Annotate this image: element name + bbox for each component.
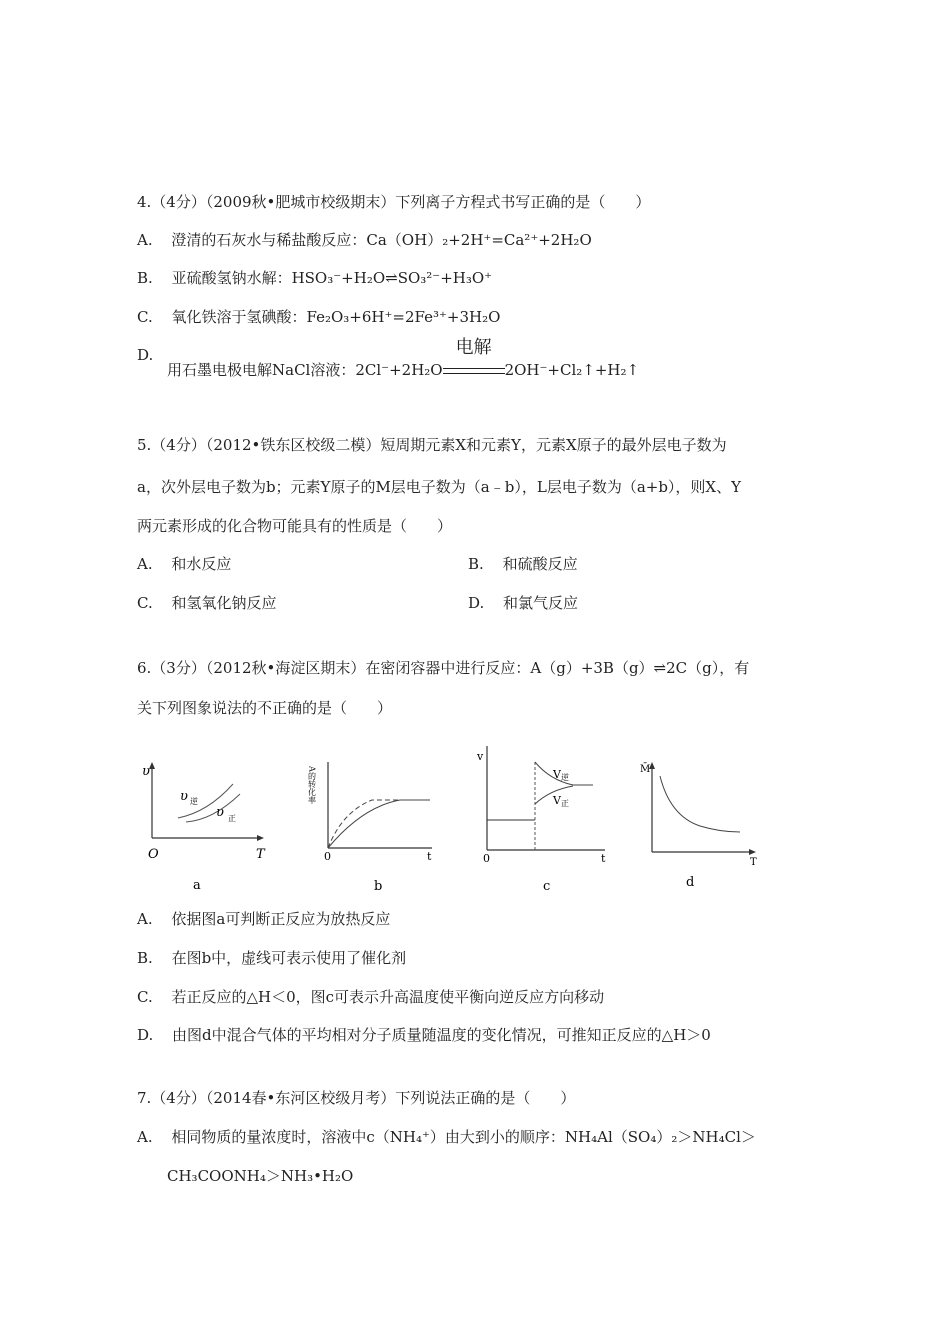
figure-c-x-label: t xyxy=(601,852,606,865)
q5-option-d[interactable] xyxy=(468,593,578,613)
option-text-post: 2OH⁻+Cl₂↑+H₂↑ xyxy=(504,361,640,379)
figure-d xyxy=(640,758,770,898)
q6-option-c[interactable] xyxy=(137,987,604,1007)
figure-a-origin: O xyxy=(148,847,159,862)
option-text: 和氯气反应 xyxy=(503,594,579,612)
figure-d-y-label: M̄ xyxy=(640,764,651,775)
figure-b-caption: b xyxy=(374,879,383,894)
option-letter: D. xyxy=(137,1026,154,1044)
option-text: 由图d中混合气体的平均相对分子质量随温度的变化情况，可推知正反应的△H＞0 xyxy=(172,1026,711,1044)
figure-a-curve1-sub: 逆 xyxy=(190,797,198,806)
figure-d-x-label: T xyxy=(750,857,757,868)
option-text: 和水反应 xyxy=(171,555,232,573)
figure-d-curve xyxy=(660,776,740,832)
figure-c-upper-label: V xyxy=(553,768,561,781)
q5-stem-line1: 5.（4分）（2012•铁东区校级二模）短周期元素X和元素Y，元素X原子的最外层电子数为 xyxy=(137,436,727,454)
option-letter: A. xyxy=(137,231,153,249)
option-letter: A. xyxy=(137,910,153,928)
q6-stem-line1: 6.（3分）（2012秋•海淀区期末）在密闭容器中进行反应：A（g）+3B（g）⇌2C（g），有 xyxy=(137,659,750,677)
figure-c-y-label: v xyxy=(477,750,484,763)
option-text: 若正反应的△H＜0，图c可表示升高温度使平衡向逆反应方向移动 xyxy=(171,988,605,1006)
q4-option-a[interactable] xyxy=(137,230,592,250)
figure-a-curve2-sub: 正 xyxy=(228,814,236,823)
figure-b-y-label: A的转化率 xyxy=(307,766,317,804)
figure-a xyxy=(138,760,278,900)
figure-b-dashed-curve xyxy=(328,800,430,848)
electrolysis-condition: 电解 xyxy=(455,337,492,358)
figure-c-upper-sub: 逆 xyxy=(561,773,569,782)
q4-option-b[interactable] xyxy=(137,268,492,288)
option-text: 亚硫酸氢钠水解：HSO₃⁻+H₂O⇌SO₃²⁻+H₃O⁺ xyxy=(171,269,493,287)
q4-option-c[interactable] xyxy=(137,307,500,327)
option-text-line1: 相同物质的量浓度时，溶液中c（NH₄⁺）由大到小的顺序：NH₄Al（SO₄）₂＞NH₄Cl＞ xyxy=(171,1128,756,1146)
option-letter: A. xyxy=(137,1128,153,1146)
q7-option-a-line2: CH₃COONH₄＞NH₃•H₂O xyxy=(167,1167,354,1185)
q4-stem: 4.（4分）（2009秋•肥城市校级期末）下列离子方程式书写正确的是（ ） xyxy=(137,193,651,211)
option-text: 澄清的石灰水与稀盐酸反应：Ca（OH）₂+2H⁺=Ca²⁺+2H₂O xyxy=(171,231,592,249)
q5-option-c[interactable] xyxy=(137,593,277,613)
figure-c-caption: c xyxy=(543,879,551,894)
option-text: 依据图a可判断正反应为放热反应 xyxy=(171,910,391,928)
option-letter: B. xyxy=(137,949,153,967)
option-text: 氧化铁溶于氢碘酸：Fe₂O₃+6H⁺=2Fe³⁺+3H₂O xyxy=(171,308,501,326)
option-letter: D. xyxy=(468,594,485,612)
option-text: 在图b中，虚线可表示使用了催化剂 xyxy=(171,949,407,967)
option-letter: C. xyxy=(137,594,153,612)
electrolysis-arrow xyxy=(443,337,505,380)
option-letter: B. xyxy=(137,269,153,287)
figure-b xyxy=(307,752,452,902)
option-text: 和硫酸反应 xyxy=(502,555,578,573)
figure-c-lower-label: V xyxy=(553,794,561,807)
option-letter: C. xyxy=(137,308,153,326)
figure-d-caption: d xyxy=(686,875,695,890)
q6-stem-line2: 关下列图象说法的不正确的是（ ） xyxy=(137,699,393,717)
q5-option-a[interactable] xyxy=(137,554,231,574)
figure-c-origin: 0 xyxy=(483,852,490,865)
q5-option-b[interactable] xyxy=(468,554,578,574)
q6-option-a[interactable] xyxy=(137,909,390,929)
figure-b-x-label: t xyxy=(427,850,432,863)
figure-a-y-label: υ xyxy=(142,764,150,779)
option-letter: A. xyxy=(137,555,153,573)
figure-c-lower-sub: 正 xyxy=(561,799,569,808)
q7-option-a[interactable] xyxy=(137,1127,756,1147)
q4-option-d[interactable] xyxy=(167,337,640,380)
q5-stem-line3: 两元素形成的化合物可能具有的性质是（ ） xyxy=(137,517,453,535)
figure-a-curve1-label: υ xyxy=(180,789,188,804)
figure-c xyxy=(475,742,625,902)
q7-stem: 7.（4分）（2014春•东河区校级月考）下列说法正确的是（ ） xyxy=(137,1089,576,1107)
option-text-pre: 用石墨电极电解NaCl溶液：2Cl⁻+2H₂O xyxy=(167,361,443,379)
q6-option-b[interactable] xyxy=(137,948,406,968)
q4-option-d-letter: D. xyxy=(137,346,154,364)
option-text: 和氢氧化钠反应 xyxy=(171,594,277,612)
q6-option-d[interactable] xyxy=(137,1025,711,1045)
figure-a-caption: a xyxy=(193,878,201,893)
figure-b-solid-curve xyxy=(328,800,430,848)
option-letter: C. xyxy=(137,988,153,1006)
q5-stem-line2: a，次外层电子数为b；元素Y原子的M层电子数为（a﹣b），L层电子数为（a+b），则X、Y xyxy=(137,478,742,496)
figure-b-origin: 0 xyxy=(324,850,331,863)
option-letter: B. xyxy=(468,555,484,573)
figure-a-curve2-label: υ xyxy=(216,805,224,820)
figure-a-x-label: T xyxy=(256,847,265,862)
